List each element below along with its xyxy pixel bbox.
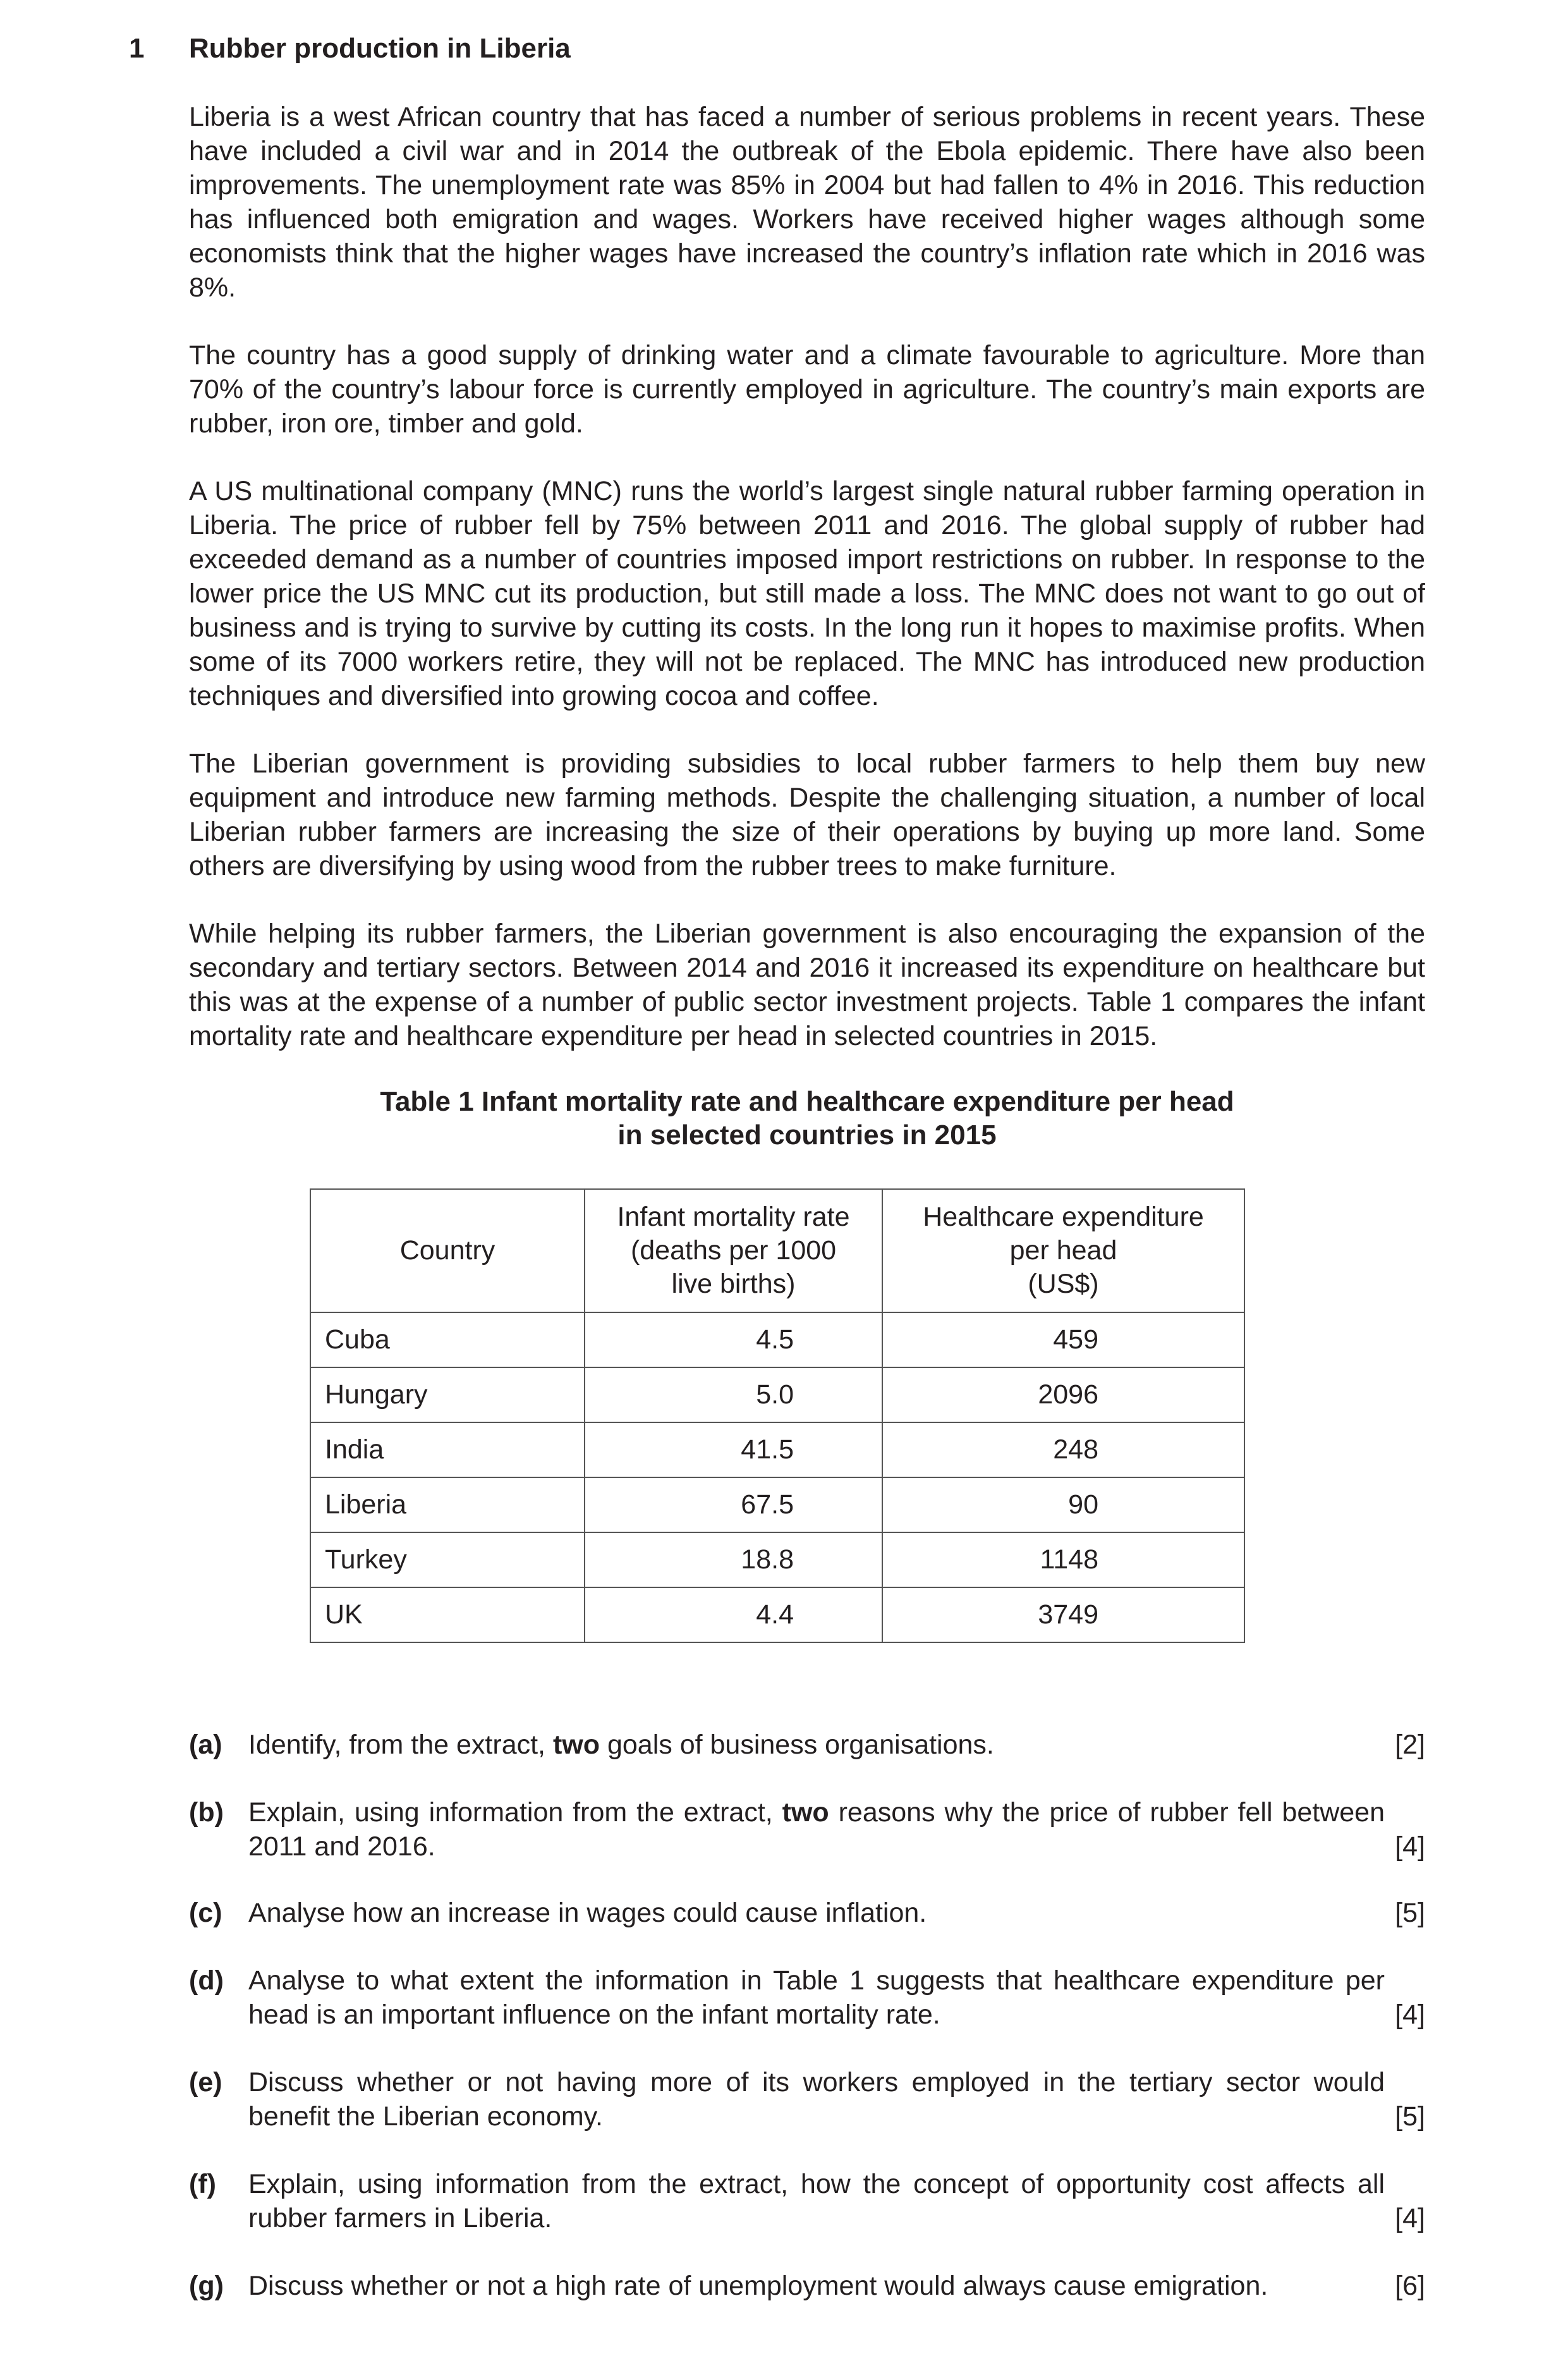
cell-mortality: 67.5 — [585, 1477, 882, 1532]
data-table — [310, 1188, 1245, 1643]
cell-expenditure: 248 — [882, 1422, 1244, 1477]
cell-country: Turkey — [310, 1532, 585, 1587]
cell-expenditure: 3749 — [882, 1587, 1244, 1642]
header-text: Infant mortality rate — [617, 1202, 850, 1232]
table-title-line: in selected countries in 2015 — [617, 1120, 997, 1151]
question-text — [248, 2269, 1425, 2303]
question-text-part: Analyse to what extent the information in Table 1 suggests that healthcare expenditure per head is an important influence on the infant mortality rate. — [248, 1965, 1385, 2030]
question-f — [189, 2167, 1425, 2235]
cell-mortality: 4.4 — [585, 1587, 882, 1642]
question-text — [248, 1728, 1425, 1762]
question-marks: [5] — [1395, 2101, 1425, 2132]
header-country — [310, 1189, 585, 1312]
question-d — [189, 1963, 1425, 2032]
question-marks: [4] — [1395, 1831, 1425, 1862]
header-text: Healthcare expenditure — [923, 1202, 1204, 1232]
cell-expenditure: 1148 — [882, 1532, 1244, 1587]
cell-expenditure: 459 — [882, 1312, 1244, 1367]
paragraph: Liberia is a west African country that has faced a number of serious problems in recent years. These have included a civil war and in 2014 the outbreak of the Ebola epidemic. There have also been improvements. The unemployment rate was 85% in 2004 but had fallen to 4% in 2016. This reduction has influenced both emigration and wages. Workers have received higher wages although some economists think that the higher wages have increased the country’s inflation rate which in 2016 was 8%. — [189, 102, 1425, 303]
cell-country: Cuba — [310, 1312, 585, 1367]
question-text — [248, 2065, 1425, 2134]
question-text — [248, 1963, 1425, 2032]
question-text-part: Discuss whether or not a high rate of unemployment would always cause emigration. — [248, 2271, 1268, 2301]
header-text: live births) — [671, 1269, 796, 1299]
question-g — [189, 2269, 1425, 2303]
table-row — [310, 1587, 1244, 1642]
question-text — [248, 1896, 1425, 1930]
table-header-row — [310, 1189, 1244, 1312]
paragraph: A US multinational company (MNC) runs the world’s largest single natural rubber farming operation in Liberia. The price of rubber fell by 75% between 2011 and 2016. The global supply of rubber had exceeded demand as a number of countries imposed import restrictions on rubber. In response to the lower price the US MNC cut its production, but still made a loss. The MNC does not want to go out of business and is trying to survive by cutting its costs. In the long run it hopes to maximise profits. When some of its 7000 workers retire, they will not be replaced. The MNC has introduced new production techniques and diversified into growing cocoa and coffee. — [189, 476, 1425, 711]
cell-expenditure: 90 — [882, 1477, 1244, 1532]
cell-country: India — [310, 1422, 585, 1477]
question-label: (g) — [189, 2271, 224, 2301]
question-title: Rubber production in Liberia — [189, 33, 571, 64]
paragraph: The country has a good supply of drinking water and a climate favourable to agriculture. More than 70% of the country’s labour force is currently employed in agriculture. The country’s main exports are rubber, iron ore, timber and gold. — [189, 340, 1425, 439]
question-marks: [5] — [1395, 1898, 1425, 1928]
cell-mortality: 41.5 — [585, 1422, 882, 1477]
question-text-part: Explain, using information from the extract, — [248, 1797, 782, 1828]
question-text-part: Analyse how an increase in wages could cause inflation. — [248, 1898, 927, 1928]
table-title-line: Table 1 Infant mortality rate and healthcare expenditure per head — [380, 1086, 1234, 1117]
question-text-part: Discuss whether or not having more of its workers employed in the tertiary sector would benefit the Liberian economy. — [248, 2067, 1385, 2132]
table-title — [189, 1085, 1425, 1152]
header-mortality — [585, 1189, 882, 1312]
question-label: (f) — [189, 2169, 216, 2199]
table-row — [310, 1532, 1244, 1587]
paragraph: While helping its rubber farmers, the Liberian government is also encouraging the expansion of the secondary and tertiary sectors. Between 2014 and 2016 it increased its expenditure on healthcare but this was at the expense of a number of public sector investment projects. Table 1 compares the infant mortality rate and healthcare expenditure per head in selected countries in 2015. — [189, 919, 1425, 1051]
question-label: (b) — [189, 1797, 224, 1828]
table-row — [310, 1367, 1244, 1422]
question-label: (e) — [189, 2067, 222, 2097]
question-c — [189, 1896, 1425, 1930]
cell-expenditure: 2096 — [882, 1367, 1244, 1422]
header-expenditure — [882, 1189, 1244, 1312]
question-marks: [2] — [1395, 1730, 1425, 1760]
question-text-part: goals of business organisations. — [600, 1730, 994, 1760]
cell-country: UK — [310, 1587, 585, 1642]
question-label: (d) — [189, 1965, 224, 1996]
question-number: 1 — [129, 33, 145, 64]
question-a — [189, 1728, 1425, 1762]
cell-mortality: 5.0 — [585, 1367, 882, 1422]
question-label: (a) — [189, 1730, 222, 1760]
header-text: (US$) — [1028, 1269, 1099, 1299]
question-label: (c) — [189, 1898, 222, 1928]
paragraph: The Liberian government is providing subsidies to local rubber farmers to help them buy new equipment and introduce new farming methods. Despite the challenging situation, a number of local Liberian rubber farmers are increasing the size of their operations by buying up more land. Some others are diversifying by using wood from the rubber trees to make furniture. — [189, 748, 1425, 881]
table-row — [310, 1312, 1244, 1367]
question-emphasis: two — [782, 1797, 829, 1828]
cell-country: Hungary — [310, 1367, 585, 1422]
header-text: (deaths per 1000 — [630, 1235, 837, 1266]
question-b — [189, 1795, 1425, 1864]
cell-mortality: 4.5 — [585, 1312, 882, 1367]
question-emphasis: two — [552, 1730, 600, 1760]
table-row — [310, 1422, 1244, 1477]
question-marks: [4] — [1395, 2203, 1425, 2233]
question-text-part: Identify, from the extract, — [248, 1730, 553, 1760]
cell-mortality: 18.8 — [585, 1532, 882, 1587]
table-row — [310, 1477, 1244, 1532]
cell-country: Liberia — [310, 1477, 585, 1532]
question-text — [248, 1795, 1425, 1864]
question-marks: [6] — [1395, 2271, 1425, 2301]
header-text: per head — [1009, 1235, 1117, 1266]
question-text-part: reasons why the price of rubber fell between 2011 and 2016. — [248, 1797, 1385, 1862]
extract-body — [189, 100, 1425, 1087]
question-text-part: Explain, using information from the extract, how the concept of opportunity cost affects all rubber farmers in Liberia. — [248, 2169, 1385, 2233]
question-marks: [4] — [1395, 2000, 1425, 2030]
header-text: Country — [399, 1235, 495, 1266]
question-e — [189, 2065, 1425, 2134]
question-text — [248, 2167, 1425, 2235]
